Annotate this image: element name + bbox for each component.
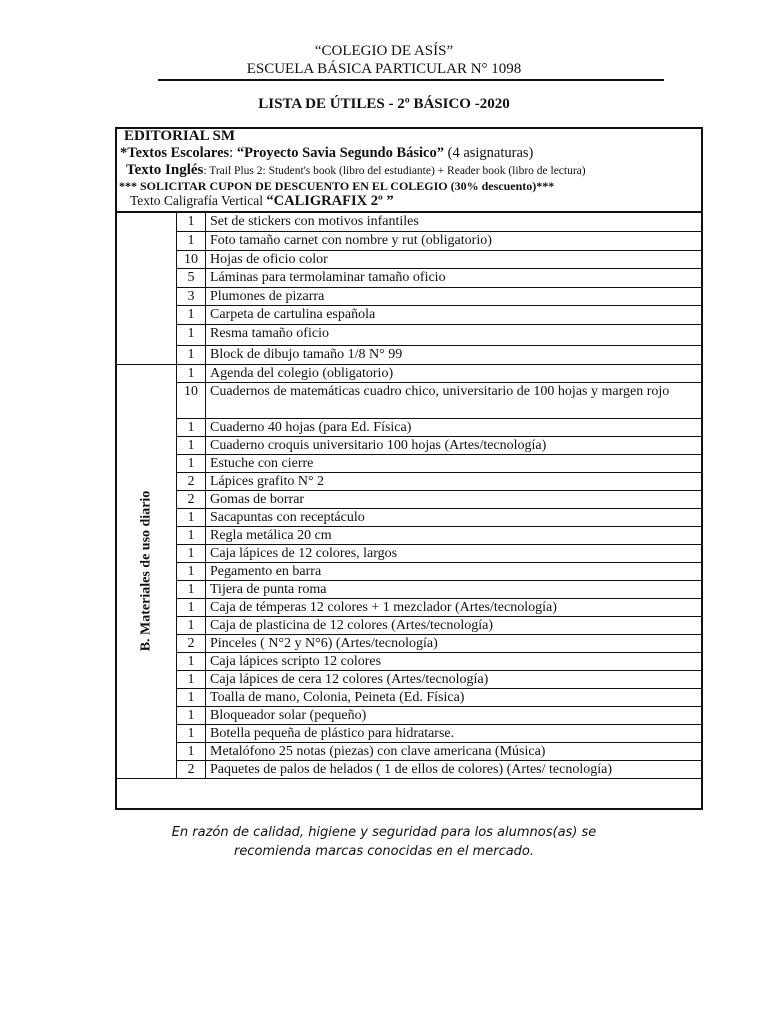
item-description: Set de stickers con motivos infantiles bbox=[206, 213, 703, 232]
item-quantity: 3 bbox=[177, 287, 206, 306]
caligrafia-value: “CALIGRAFIX 2º ” bbox=[266, 193, 394, 209]
table-row bbox=[116, 382, 703, 418]
item-description: Metalófono 25 notas (piezas) con clave americana (Música) bbox=[206, 742, 703, 760]
item-description: Pegamento en barra bbox=[206, 562, 703, 580]
item-description: Toalla de mano, Colonia, Peineta (Ed. Física) bbox=[206, 688, 703, 706]
item-quantity: 1 bbox=[177, 742, 206, 760]
caligrafia-line bbox=[130, 193, 714, 210]
item-description: Tijera de punta roma bbox=[206, 580, 703, 598]
item-quantity: 1 bbox=[177, 544, 206, 562]
textos-value: “Proyecto Savia Segundo Básico” bbox=[236, 145, 444, 161]
table-row bbox=[116, 688, 703, 706]
school-name: “COLEGIO DE ASÍS” bbox=[314, 43, 454, 59]
textos-colon: : bbox=[229, 145, 237, 161]
item-description: Caja de témperas 12 colores + 1 mezclador (Artes/tecnología) bbox=[206, 598, 703, 616]
table-row bbox=[116, 562, 703, 580]
table-row bbox=[116, 670, 703, 688]
item-description: Agenda del colegio (obligatorio) bbox=[206, 364, 703, 382]
item-quantity: 1 bbox=[177, 562, 206, 580]
item-description: Carpeta de cartulina española bbox=[206, 306, 703, 325]
table-row bbox=[116, 634, 703, 652]
caligrafia-label: Texto Caligrafía Vertical bbox=[130, 193, 267, 208]
table-row bbox=[116, 598, 703, 616]
item-quantity: 1 bbox=[177, 418, 206, 436]
item-description: Foto tamaño carnet con nombre y rut (obligatorio) bbox=[206, 232, 703, 251]
table-row bbox=[116, 760, 703, 778]
table-row bbox=[116, 526, 703, 544]
item-description: Resma tamaño oficio bbox=[206, 324, 703, 345]
table-row bbox=[116, 724, 703, 742]
item-quantity: 1 bbox=[177, 724, 206, 742]
item-quantity: 1 bbox=[177, 364, 206, 382]
item-description: Caja de plasticina de 12 colores (Artes/tecnología) bbox=[206, 616, 703, 634]
item-quantity: 1 bbox=[177, 454, 206, 472]
table-row bbox=[116, 580, 703, 598]
item-description: Cuaderno croquis universitario 100 hojas (Artes/tecnología) bbox=[206, 436, 703, 454]
item-description: Paquetes de palos de helados ( 1 de ellos de colores) (Artes/ tecnología) bbox=[206, 760, 703, 778]
item-quantity: 5 bbox=[177, 269, 206, 288]
item-quantity: 2 bbox=[177, 490, 206, 508]
table-row bbox=[116, 616, 703, 634]
item-quantity: 1 bbox=[177, 306, 206, 325]
item-description: Cuaderno 40 hojas (para Ed. Física) bbox=[206, 418, 703, 436]
item-description: Cuadernos de matemáticas cuadro chico, universitario de 100 hojas y margen rojo bbox=[206, 382, 703, 418]
item-description: Caja lápices scripto 12 colores bbox=[206, 652, 703, 670]
table-row bbox=[116, 742, 703, 760]
item-quantity: 1 bbox=[177, 580, 206, 598]
editorial-heading: EDITORIAL SM bbox=[124, 128, 236, 144]
table-row bbox=[116, 652, 703, 670]
item-description: Caja lápices de 12 colores, largos bbox=[206, 544, 703, 562]
textos-label: *Textos Escolares bbox=[120, 145, 230, 161]
item-description: Gomas de borrar bbox=[206, 490, 703, 508]
table-row bbox=[116, 324, 703, 345]
item-quantity: 10 bbox=[177, 382, 206, 418]
item-quantity: 1 bbox=[177, 345, 206, 364]
page-title: LISTA DE ÚTILES - 2º BÁSICO -2020 bbox=[258, 96, 510, 112]
table-row bbox=[116, 472, 703, 490]
section-b-body bbox=[116, 364, 703, 778]
table-row bbox=[116, 250, 703, 269]
item-description: Bloqueador solar (pequeño) bbox=[206, 706, 703, 724]
texto-ingles-line bbox=[126, 162, 710, 179]
ingles-value: : Trail Plus 2: Student's book (libro del estudiante) + Reader book (libro de lectura) bbox=[203, 165, 586, 177]
item-quantity: 2 bbox=[177, 634, 206, 652]
item-quantity: 1 bbox=[177, 688, 206, 706]
footnote-line-1: En razón de calidad, higiene y seguridad para los alumnos(as) se bbox=[171, 825, 597, 840]
item-description: Plumones de pizarra bbox=[206, 287, 703, 306]
section-label-cell bbox=[116, 364, 177, 778]
school-subtitle: ESCUELA BÁSICA PARTICULAR N° 1098 bbox=[246, 61, 522, 77]
table-row bbox=[116, 345, 703, 364]
table-row bbox=[116, 232, 703, 251]
item-description: Regla metálica 20 cm bbox=[206, 526, 703, 544]
table-row bbox=[116, 544, 703, 562]
section-label-cell bbox=[116, 213, 177, 365]
table-row bbox=[116, 508, 703, 526]
item-description: Block de dibujo tamaño 1/8 N° 99 bbox=[206, 345, 703, 364]
section-a-body bbox=[116, 213, 703, 365]
item-quantity: 1 bbox=[177, 616, 206, 634]
item-description: Pinceles ( N°2 y N°6) (Artes/tecnología) bbox=[206, 634, 703, 652]
item-quantity: 1 bbox=[177, 324, 206, 345]
item-description: Hojas de oficio color bbox=[206, 250, 703, 269]
item-description: Botella pequeña de plástico para hidratarse. bbox=[206, 724, 703, 742]
table-row bbox=[116, 706, 703, 724]
ingles-label: Texto Inglés bbox=[126, 162, 204, 178]
item-quantity: 1 bbox=[177, 670, 206, 688]
header-divider bbox=[158, 79, 664, 81]
table-row bbox=[116, 418, 703, 436]
table-row bbox=[116, 364, 703, 382]
table-row bbox=[116, 269, 703, 288]
item-quantity: 1 bbox=[177, 508, 206, 526]
item-quantity: 1 bbox=[177, 232, 206, 251]
textos-note: (4 asignaturas) bbox=[443, 145, 534, 161]
section-label: B. Materiales de uso diario bbox=[138, 490, 154, 652]
table-row bbox=[116, 490, 703, 508]
item-description: Sacapuntas con receptáculo bbox=[206, 508, 703, 526]
item-quantity: 1 bbox=[177, 213, 206, 232]
table-row bbox=[116, 436, 703, 454]
item-quantity: 1 bbox=[177, 652, 206, 670]
supply-table bbox=[115, 212, 703, 779]
table-row bbox=[116, 287, 703, 306]
item-quantity: 1 bbox=[177, 436, 206, 454]
item-quantity: 1 bbox=[177, 706, 206, 724]
table-row bbox=[116, 213, 703, 232]
item-description: Lápices grafito N° 2 bbox=[206, 472, 703, 490]
table-row bbox=[116, 306, 703, 325]
item-quantity: 1 bbox=[177, 526, 206, 544]
item-description: Láminas para termolaminar tamaño oficio bbox=[206, 269, 703, 288]
discount-notice: *** SOLICITAR CUPON DE DESCUENTO EN EL COLEGIO (30% descuento)*** bbox=[119, 179, 555, 193]
item-quantity: 2 bbox=[177, 472, 206, 490]
item-description: Caja lápices de cera 12 colores (Artes/tecnología) bbox=[206, 670, 703, 688]
table-row bbox=[116, 454, 703, 472]
item-quantity: 1 bbox=[177, 598, 206, 616]
textos-escolares-line bbox=[120, 145, 704, 162]
footnote bbox=[0, 823, 768, 861]
item-description: Estuche con cierre bbox=[206, 454, 703, 472]
item-quantity: 2 bbox=[177, 760, 206, 778]
item-quantity: 10 bbox=[177, 250, 206, 269]
footnote-line-2: recomienda marcas conocidas en el mercado. bbox=[233, 844, 535, 859]
